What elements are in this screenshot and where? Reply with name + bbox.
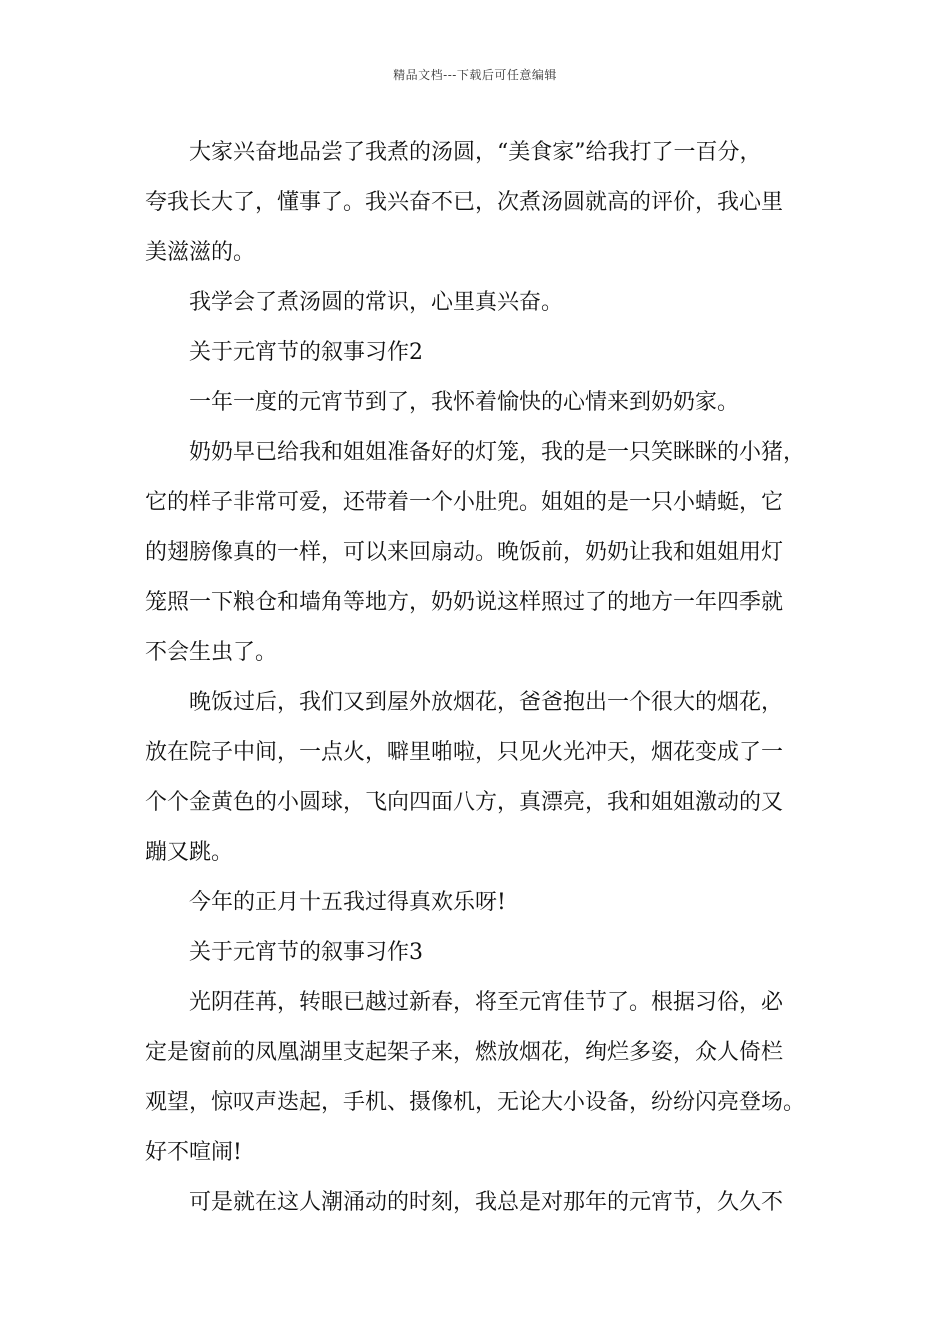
text-line: 我学会了煮汤圆的常识，心里真兴奋。 [189, 290, 564, 315]
text-line: 定是窗前的凤凰湖里支起架子来，燃放烟花，绚烂多姿，众人倚栏 [145, 1040, 784, 1065]
text-line: 蹦又跳。 [145, 840, 234, 865]
text-line: 晚饭过后，我们又到屋外放烟花，爸爸抱出一个很大的烟花， [189, 690, 784, 715]
text-line: 好不喧闹! [145, 1140, 242, 1165]
text-line: 它的样子非常可爱，还带着一个小肚兜。姐姐的是一只小蜻蜓，它 [145, 490, 784, 515]
text-line: 今年的正月十五我过得真欢乐呀! [189, 890, 506, 915]
section-heading: 关于元宵节的叙事习作2 [189, 340, 423, 365]
document-body [145, 128, 825, 1228]
text-line: 光阴荏苒，转眼已越过新春，将至元宵佳节了。根据习俗，必 [189, 990, 784, 1015]
text-line: 不会生虫了。 [145, 640, 278, 665]
text-line: 个个金黄色的小圆球，飞向四面八方，真漂亮，我和姐姐激动的又 [145, 790, 784, 815]
text-line: 的翅膀像真的一样，可以来回扇动。晚饭前，奶奶让我和姐姐用灯 [145, 540, 784, 565]
text-line: 可是就在这人潮涌动的时刻，我总是对那年的元宵节，久久不 [189, 1190, 784, 1215]
text-line: 笼照一下粮仓和墙角等地方，奶奶说这样照过了的地方一年四季就 [145, 590, 784, 615]
section-heading: 关于元宵节的叙事习作3 [189, 940, 423, 965]
text-line: 夸我长大了，懂事了。我兴奋不已，次煮汤圆就高的评价，我心里 [145, 190, 784, 215]
page-header: 精品文档---下载后可任意编辑 [393, 68, 557, 82]
text-line: 一年一度的元宵节到了，我怀着愉快的心情来到奶奶家。 [189, 390, 740, 415]
text-line: 大家兴奋地品尝了我煮的汤圆，“美食家”给我打了一百分， [189, 140, 762, 165]
text-line: 美滋滋的。 [145, 240, 256, 265]
text-line: 观望，惊叹声迭起，手机、摄像机，无论大小设备，纷纷闪亮登场。 [145, 1090, 806, 1115]
text-line: 奶奶早已给我和姐姐准备好的灯笼，我的是一只笑眯眯的小猪， [189, 440, 806, 465]
text-line: 放在院子中间，一点火，噼里啪啦，只见火光冲天，烟花变成了一 [145, 740, 784, 765]
